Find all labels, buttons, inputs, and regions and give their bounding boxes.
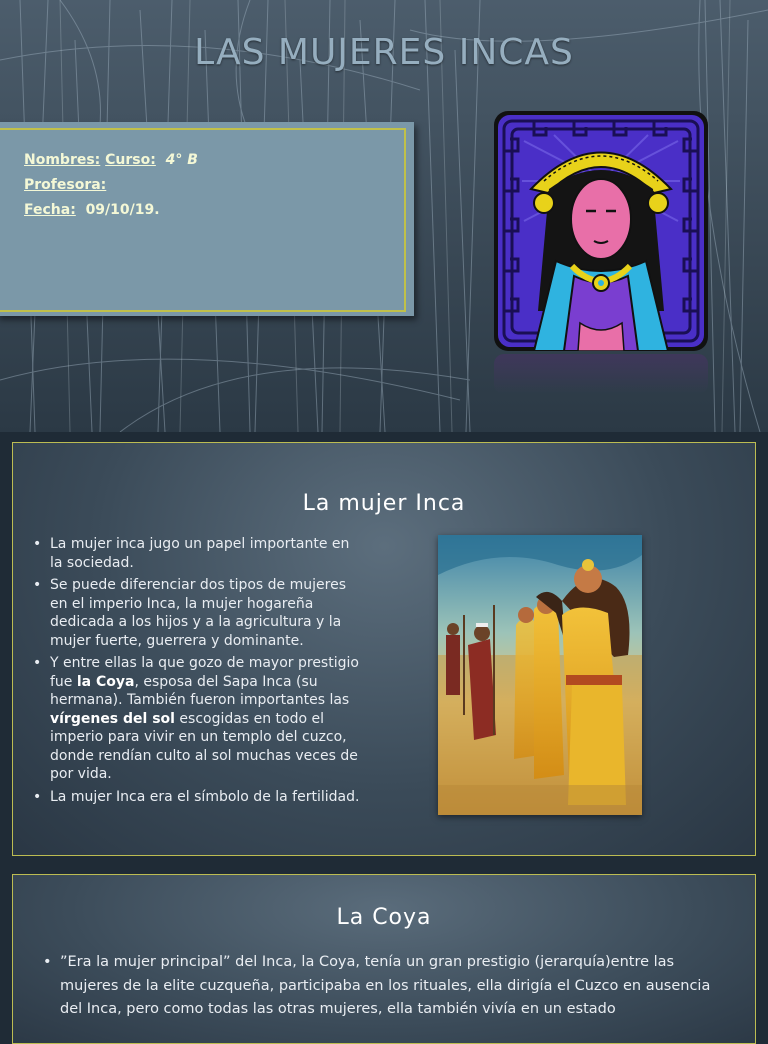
profesora-label: Profesora: <box>24 177 107 193</box>
bold-term-virgenes: vírgenes del sol <box>50 710 175 727</box>
bullet-text-part: Y entre ellas la que gozo de mayor prestigio fue <box>50 655 359 690</box>
bullet-text: Se puede diferenciar dos tipos de mujeres en el imperio Inca, la mujer hogareña dedicada a los hijos y a la agricultura y la mujer fuerte, guerrera y dominante. <box>50 577 346 649</box>
info-line-nombres <box>24 148 198 173</box>
slide-title: La mujer Inca <box>302 491 466 516</box>
slide-la-mujer-inca <box>12 442 756 856</box>
bullet-text: ”Era la mujer principal” del Inca, la Coya, tenía un gran prestigio (jerarquía)entre las mujeres de la elite cuzqueña, participaba en los rituales, ella dirigía el Cuzco en ausencia del Inca, pero como todas las otras mujeres, ella también vivía en un estado <box>60 954 711 1017</box>
inca-woman-portrait-image <box>494 111 708 351</box>
bullet-text: La mujer Inca era el símbolo de la fertilidad. <box>50 788 360 805</box>
inca-women-painting-image <box>438 535 642 815</box>
bullet-text-part: , esposa del Sapa Inca (su hermana). También fueron importantes las <box>50 673 350 708</box>
info-lines <box>24 148 198 223</box>
bullet-list <box>43 951 723 1022</box>
bold-term-coya: la Coya <box>76 673 135 690</box>
info-box <box>0 122 414 316</box>
curso-value: 4° B <box>165 152 198 168</box>
list-item <box>33 788 363 807</box>
title-slide <box>0 0 768 432</box>
list-item <box>43 951 723 1022</box>
fecha-label: Fecha: <box>24 202 76 218</box>
curso-label: Curso: <box>105 152 156 168</box>
presentation-title: LAS MUJERES INCAS <box>194 32 574 73</box>
list-item <box>33 576 363 650</box>
portrait-reflection <box>494 354 708 394</box>
nombres-label: Nombres: <box>24 152 101 168</box>
info-line-fecha <box>24 198 198 223</box>
slide-la-coya <box>12 874 756 1044</box>
bullet-text: La mujer inca jugo un papel importante en la sociedad. <box>50 536 350 571</box>
bullet-text-part: escogidas en todo el imperio para vivir en un templo del cuzco, donde rendían culto al sol muchas veces de por vida. <box>50 710 358 782</box>
bullet-list <box>33 535 363 810</box>
list-item <box>33 654 363 784</box>
fecha-value: 09/10/19. <box>85 202 160 218</box>
info-line-profesora <box>24 173 198 198</box>
list-item <box>33 535 363 572</box>
slide-title: La Coya <box>336 905 432 930</box>
